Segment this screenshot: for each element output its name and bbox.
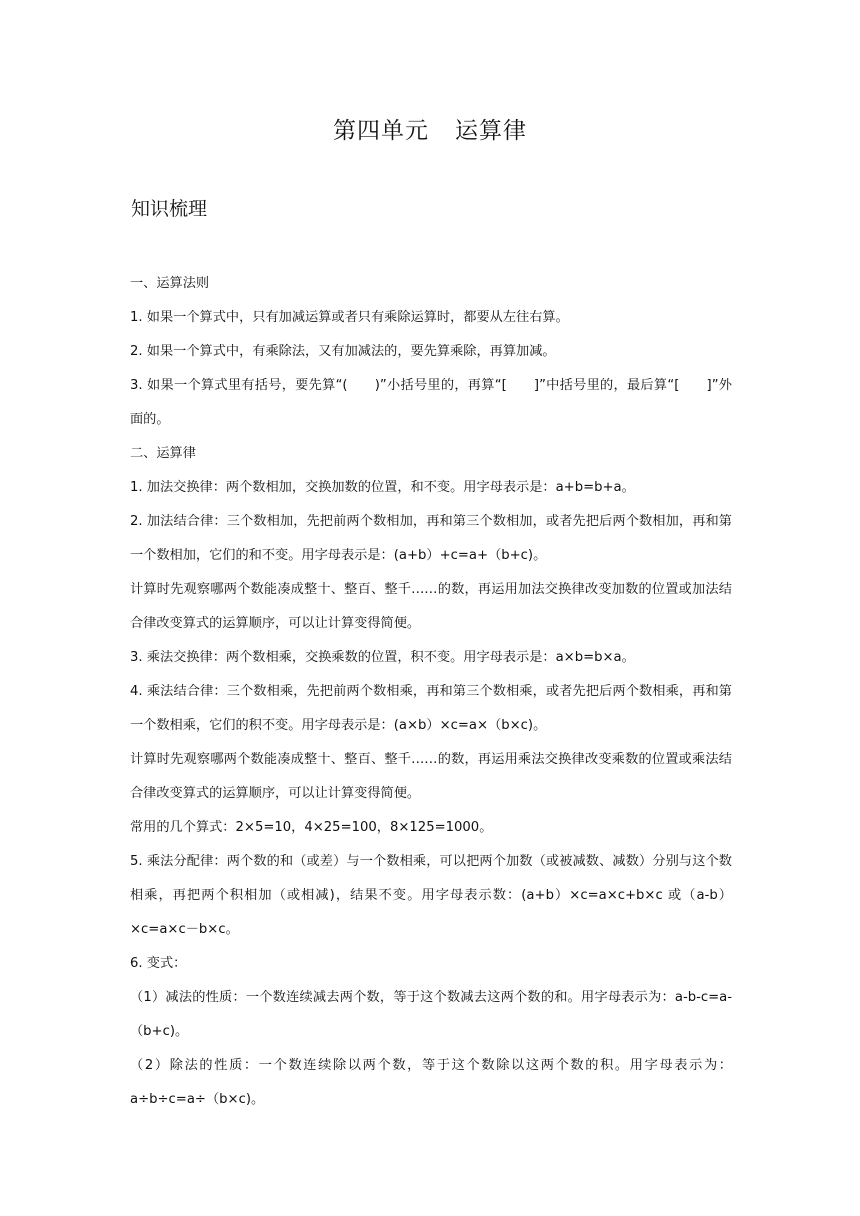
paragraph: 1. 加法交换律：两个数相加，交换加数的位置，和不变。用字母表示是：a+b=b+a。 xyxy=(130,480,635,495)
paragraph: 2. 如果一个算式中，有乘除法，又有加减法的，要先算乘除，再算加减。 xyxy=(130,344,556,359)
paragraph: 1. 如果一个算式中，只有加减运算或者只有乘除运算时，都要从左往右算。 xyxy=(130,310,569,325)
paragraph: 3. 乘法交换律：两个数相乘，交换乘数的位置，积不变。用字母表示是：a×b=b×a。 xyxy=(130,650,635,665)
paragraph: 计算时先观察哪两个数能凑成整十、整百、整千……的数，再运用乘法交换律改变乘数的位置或乘法结合律改变算式的运算顺序，可以让计算变得简便。 xyxy=(130,752,732,801)
title-unit: 第四单元 xyxy=(333,118,429,144)
paragraph: 计算时先观察哪两个数能凑成整十、整百、整千……的数，再运用加法交换律改变加数的位置或加法结合律改变算式的运算顺序，可以让计算变得简便。 xyxy=(130,582,732,631)
title-topic: 运算律 xyxy=(455,118,527,144)
paragraph: （2）除法的性质：一个数连续除以两个数，等于这个数除以这两个数的积。用字母表示为：a÷b÷c=a÷（b×c)。 xyxy=(130,1058,732,1107)
heading-laws: 二、运算律 xyxy=(130,446,196,461)
paragraph: （1）减法的性质：一个数连续减去两个数，等于这个数减去这两个数的和。用字母表示为：a-b-c=a-（b+c)。 xyxy=(130,990,732,1039)
heading-rules: 一、运算法则 xyxy=(130,276,210,291)
paragraph: 5. 乘法分配律：两个数的和（或差）与一个数相乘，可以把两个加数（或被减数、减数）分别与这个数相乘，再把两个积相加（或相减)，结果不变。用字母表示数：(a+b）×c=a×c+b×c 或（a-b）×c=a×c－b×c。 xyxy=(130,854,732,937)
document-body xyxy=(130,267,732,1117)
paragraph: 6. 变式： xyxy=(130,956,187,971)
paragraph: 4. 乘法结合律：三个数相乘，先把前两个数相乘，再和第三个数相乘，或者先把后两个数相乘，再和第一个数相乘，它们的积不变。用字母表示是：(a×b）×c=a×（b×c)。 xyxy=(130,684,732,733)
paragraph: 2. 加法结合律：三个数相加，先把前两个数相加，再和第三个数相加，或者先把后两个数相加，再和第一个数相加，它们的和不变。用字母表示是：(a+b）+c=a+（b+c)。 xyxy=(130,514,732,563)
paragraph: 常用的几个算式：2×5=10，4×25=100，8×125=1000。 xyxy=(130,820,493,835)
section-heading: 知识梳理 xyxy=(131,198,208,220)
page-title xyxy=(0,112,860,145)
paragraph: 3. 如果一个算式里有括号，要先算“( )”小括号里的，再算“[ ]”中括号里的，最后算“[ ]”外面的。 xyxy=(130,378,732,427)
